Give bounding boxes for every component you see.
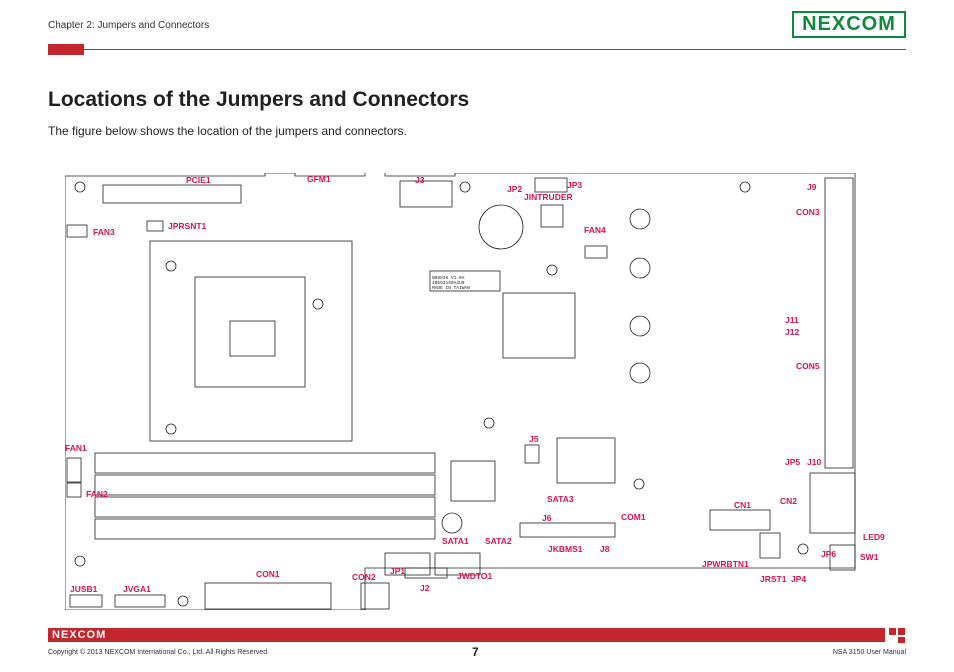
cn2-connector bbox=[810, 473, 855, 533]
mount-hole bbox=[484, 418, 494, 428]
capacitor bbox=[630, 316, 650, 336]
battery bbox=[479, 205, 523, 249]
label-con5: CON5 bbox=[796, 361, 820, 371]
mount-hole bbox=[75, 182, 85, 192]
mount-hole bbox=[460, 182, 470, 192]
mount-hole bbox=[166, 261, 176, 271]
j3-connector bbox=[400, 181, 452, 207]
mount-hole bbox=[75, 556, 85, 566]
label-jpwrbtn1: JPWRBTN1 bbox=[702, 559, 749, 569]
label-con1: CON1 bbox=[256, 569, 280, 579]
footer-square bbox=[889, 628, 896, 635]
label-cn2: CN2 bbox=[780, 496, 798, 506]
logo-text: NEXCOM bbox=[802, 13, 896, 35]
label-fan2: FAN2 bbox=[86, 489, 108, 499]
mount-hole bbox=[547, 265, 557, 275]
label-jp3: JP3 bbox=[567, 180, 583, 190]
capacitor bbox=[442, 513, 462, 533]
jprsnt1-header bbox=[147, 221, 163, 231]
manual-name: NSA 3150 User Manual bbox=[832, 649, 906, 656]
jintruder-header bbox=[535, 178, 567, 192]
mount-hole bbox=[313, 299, 323, 309]
label-jp5: JP5 bbox=[785, 457, 801, 467]
label-fan1: FAN1 bbox=[65, 443, 87, 453]
intro-text: The figure below shows the location of the jumpers and connectors. bbox=[48, 124, 407, 138]
label-j3: J3 bbox=[415, 175, 425, 185]
fan4-header bbox=[585, 246, 607, 258]
label-cn1: CN1 bbox=[734, 500, 752, 510]
mount-hole bbox=[634, 479, 644, 489]
jp1-header bbox=[405, 568, 447, 578]
dimm-slot bbox=[95, 497, 435, 517]
capacitor bbox=[630, 209, 650, 229]
silkscreen-line: MADE IN TAIWAN bbox=[432, 286, 470, 291]
label-sw1: SW1 bbox=[860, 552, 879, 562]
label-jvga1: JVGA1 bbox=[123, 584, 151, 594]
silkscreen-line: N88836 V1.0A bbox=[432, 276, 465, 281]
fan1-header bbox=[67, 458, 81, 482]
label-jp6: JP6 bbox=[821, 549, 837, 559]
label-pcie1: PCIE1 bbox=[186, 175, 211, 185]
atx-power bbox=[205, 583, 331, 609]
label-jp2: JP2 bbox=[507, 184, 523, 194]
lan-connectors bbox=[825, 178, 853, 468]
label-sata1: SATA1 bbox=[442, 536, 469, 546]
label-j5: J5 bbox=[529, 434, 539, 444]
footer-bar bbox=[48, 628, 885, 642]
page-number: 7 bbox=[472, 645, 479, 659]
label-jkbms1: JKBMS1 bbox=[548, 544, 583, 554]
jvga1-header bbox=[115, 595, 165, 607]
small-chip bbox=[541, 205, 563, 227]
label-jrst1: JRST1 bbox=[760, 574, 787, 584]
cpu-socket-frame bbox=[150, 241, 352, 441]
dimm-slot bbox=[95, 453, 435, 473]
label-jwdto1: JWDTO1 bbox=[457, 571, 493, 581]
io-chip bbox=[557, 438, 615, 483]
label-jp4: JP4 bbox=[791, 574, 807, 584]
label-j2: J2 bbox=[420, 583, 430, 593]
label-com1: COM1 bbox=[621, 512, 646, 522]
header-rule bbox=[84, 49, 906, 50]
label-sata3: SATA3 bbox=[547, 494, 574, 504]
label-gfm1: GFM1 bbox=[307, 174, 331, 184]
j5-header bbox=[525, 445, 539, 463]
mount-hole bbox=[178, 596, 188, 606]
copyright-text: Copyright © 2013 NEXCOM International Co., Ltd. All Rights Reserved. bbox=[48, 649, 270, 656]
cn1-connector bbox=[710, 510, 770, 530]
silkscreen-line: 4B5531S0A4U0 bbox=[432, 281, 465, 286]
dimm-slot bbox=[95, 475, 435, 495]
label-jusb1: JUSB1 bbox=[70, 584, 98, 594]
label-j12: J12 bbox=[785, 327, 800, 337]
jpwrbtn1-header bbox=[760, 533, 780, 558]
label-jintruder: JINTRUDER bbox=[524, 192, 573, 202]
chapter-heading: Chapter 2: Jumpers and Connectors bbox=[48, 20, 210, 31]
bmc-chip bbox=[451, 461, 495, 501]
fan2-header bbox=[67, 483, 81, 497]
cpu-socket bbox=[195, 277, 305, 387]
mount-hole bbox=[798, 544, 808, 554]
j6-header bbox=[520, 523, 615, 537]
pcie-slot bbox=[103, 185, 241, 203]
mount-hole bbox=[166, 424, 176, 434]
label-j9: J9 bbox=[807, 182, 817, 192]
label-con3: CON3 bbox=[796, 207, 820, 217]
capacitor bbox=[630, 258, 650, 278]
header-accent-block bbox=[48, 44, 84, 55]
jusb1-header bbox=[70, 595, 102, 607]
label-j8: J8 bbox=[600, 544, 610, 554]
nexcom-logo bbox=[792, 11, 906, 38]
capacitor bbox=[630, 363, 650, 383]
label-sata2: SATA2 bbox=[485, 536, 512, 546]
chipset bbox=[503, 293, 575, 358]
label-con2: CON2 bbox=[352, 572, 376, 582]
footer-square bbox=[898, 628, 905, 635]
label-j11: J11 bbox=[785, 315, 799, 325]
cpu-core bbox=[230, 321, 275, 356]
label-jprsnt1: JPRSNT1 bbox=[168, 221, 207, 231]
label-jp1: JP1 bbox=[390, 566, 406, 576]
footer-logo: NEXCOM bbox=[52, 629, 107, 641]
label-fan4: FAN4 bbox=[584, 225, 606, 235]
dimm-slot bbox=[95, 519, 435, 539]
label-led9: LED9 bbox=[863, 532, 885, 542]
page-title: Locations of the Jumpers and Connectors bbox=[48, 88, 470, 111]
label-j6: J6 bbox=[542, 513, 552, 523]
footer-square bbox=[898, 637, 905, 643]
mount-hole bbox=[740, 182, 750, 192]
fan3-header bbox=[67, 225, 87, 237]
label-fan3: FAN3 bbox=[93, 227, 115, 237]
label-j10: J10 bbox=[807, 457, 822, 467]
